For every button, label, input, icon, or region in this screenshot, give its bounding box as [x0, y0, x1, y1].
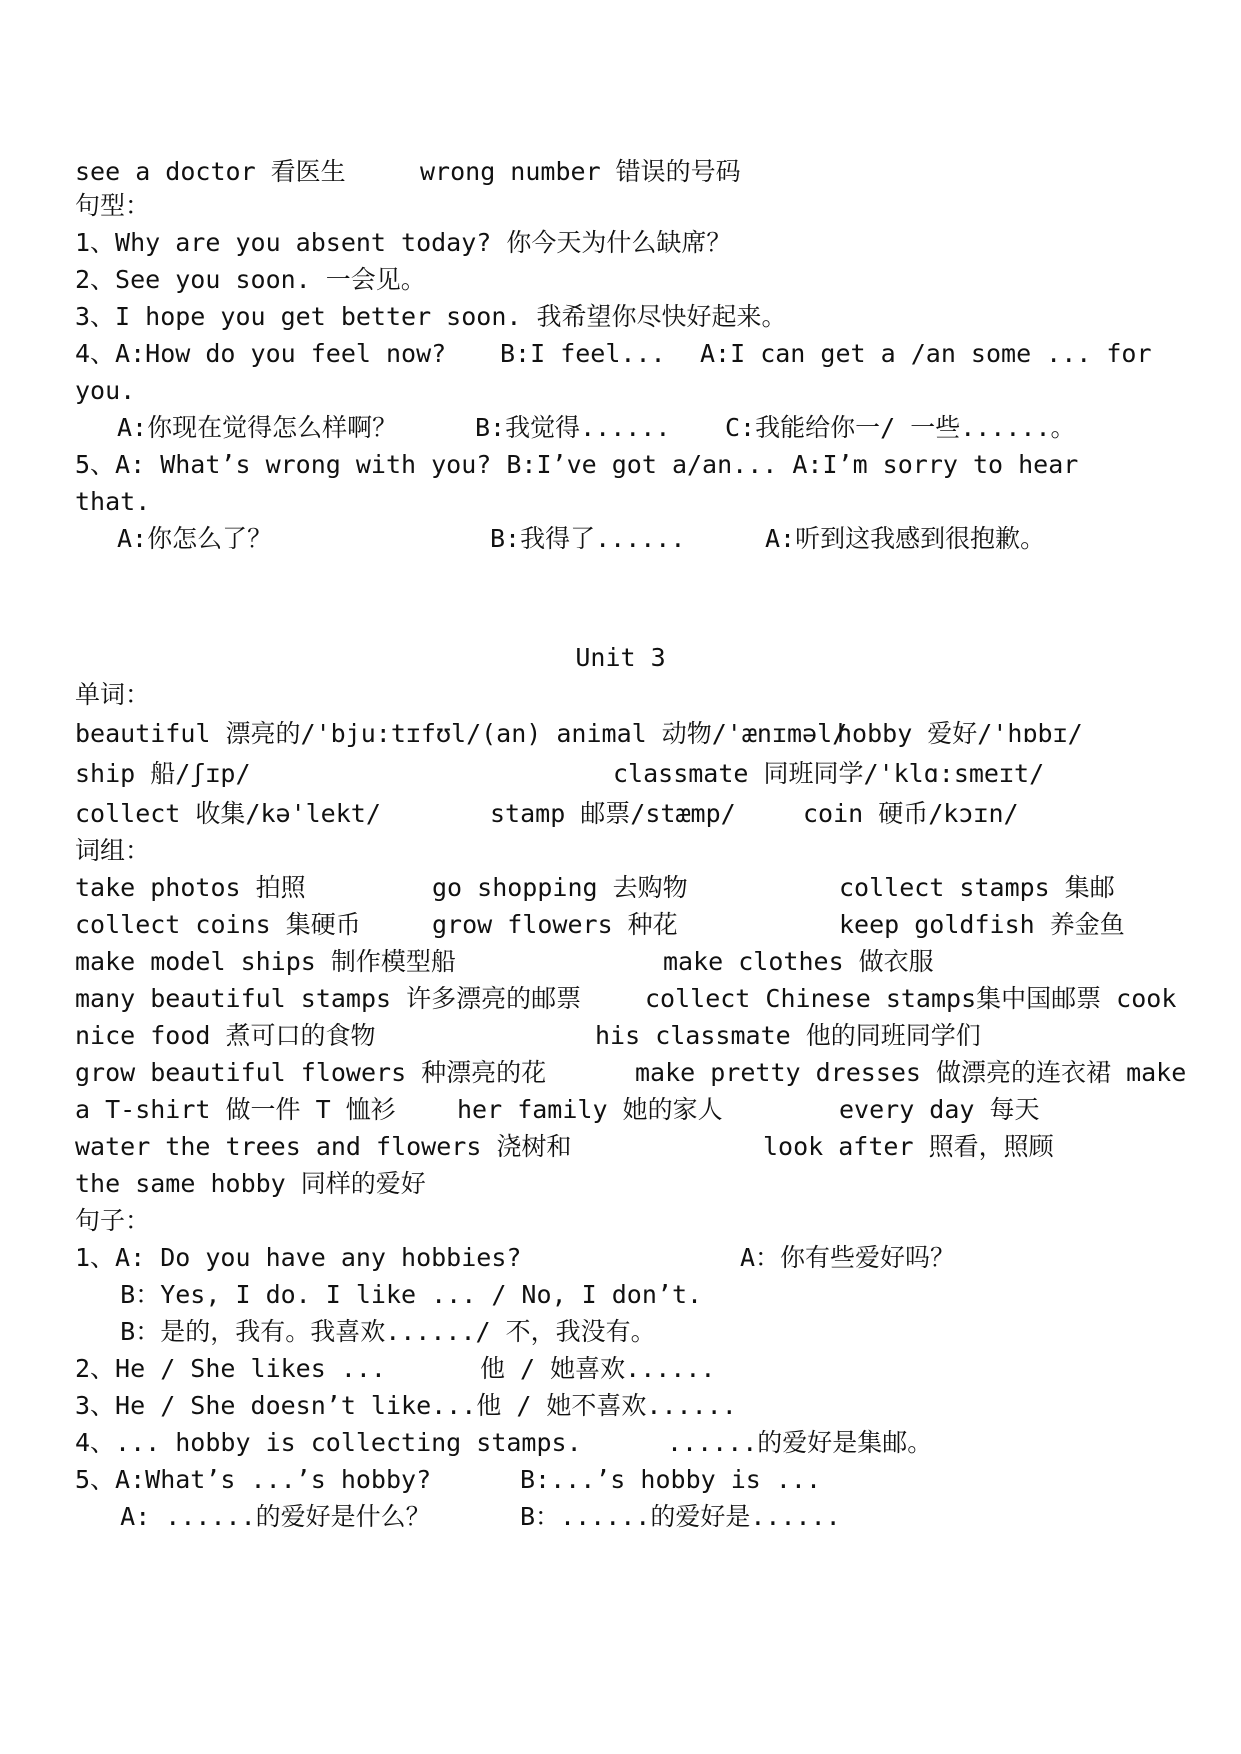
- sentence-5-translation: [75, 521, 1046, 557]
- u3-sentence-1-cn: A：你有些爱好吗？: [740, 1243, 956, 1272]
- words-heading: 单词：: [75, 680, 151, 709]
- sentence-5-cn-b: B:我得了......: [490, 524, 686, 553]
- u3-sentence-1: [75, 1240, 956, 1276]
- sentence-4-cn-b: B:我觉得......: [475, 413, 671, 442]
- phrase-look-after: look after 照看，照顾: [763, 1132, 1054, 1161]
- words-row-2: [75, 756, 1045, 792]
- phrase-see-a-doctor: see a doctor 看医生: [75, 157, 346, 186]
- phrase-many-beautiful-stamps: many beautiful stamps 许多漂亮的邮票: [75, 984, 582, 1013]
- phrase-wrong-number: wrong number 错误的号码: [420, 157, 741, 186]
- sentence-4-cn-c: C:我能给你一/ 一些......。: [725, 413, 1076, 442]
- unit-title: Unit 3: [575, 643, 666, 672]
- u3-sentence-4-cn: ......的爱好是集邮。: [667, 1428, 933, 1457]
- phrase-row-8: [75, 1129, 1054, 1165]
- phrase-take-photos: take photos 拍照: [75, 873, 306, 902]
- sentence-5-wrap: that.: [75, 487, 151, 516]
- phrase-grow-beautiful-flowers: grow beautiful flowers 种漂亮的花: [75, 1058, 547, 1087]
- word-coin: coin 硬币/kɔɪn/: [803, 799, 1019, 828]
- phrase-collect-coins: collect coins 集硬币: [75, 910, 361, 939]
- word-beautiful-animal: beautiful 漂亮的/'bju:tɪfʊl/(an) animal 动物/'ænɪməl/: [75, 719, 848, 748]
- sentence-patterns-heading: 句型：: [75, 191, 151, 220]
- sentence-2: 2、See you soon. 一会见。: [75, 265, 426, 294]
- word-collect: collect 收集/kə'lekt/: [75, 799, 381, 828]
- phrase-water-trees: water the trees and flowers 浇树和: [75, 1132, 572, 1161]
- phrase-row-4: [75, 981, 1177, 1017]
- sentence-4-b: B:I feel...: [500, 339, 666, 368]
- u3-sentence-2: [75, 1351, 716, 1387]
- word-ship: ship 船/ʃɪp/: [75, 759, 251, 788]
- u3-sentence-4-en: 4、... hobby is collecting stamps.: [75, 1428, 582, 1457]
- sentence-4: [75, 336, 1152, 372]
- phrase-collect-chinese-stamps: collect Chinese stamps集中国邮票 cook: [645, 984, 1177, 1013]
- word-stamp: stamp 邮票/stæmp/: [490, 799, 736, 828]
- phrase-row-2: [75, 907, 1125, 943]
- u3-sentence-5-cn-a: A: ......的爱好是什么？: [75, 1502, 431, 1531]
- phrase-a-tshirt: a T-shirt 做一件 T 恤衫: [75, 1095, 396, 1124]
- phrase-row-3: [75, 944, 934, 980]
- sentence-1: 1、Why are you absent today? 你今天为什么缺席？: [75, 228, 732, 257]
- u3-sentence-1-b-cn: B：是的，我有。我喜欢....../ 不，我没有。: [75, 1317, 656, 1346]
- sentence-4-translation: [75, 410, 1076, 446]
- sentences-heading: 句子：: [75, 1206, 151, 1235]
- phrase-row-6: [75, 1055, 1187, 1091]
- sentence-4-c: A:I can get a /an some ... for: [700, 339, 1152, 368]
- u3-sentence-5: [75, 1462, 822, 1498]
- u3-sentence-1-en: 1、A: Do you have any hobbies?: [75, 1243, 522, 1272]
- words-row-1: [75, 716, 1083, 752]
- word-hobby: hobby 爱好/'hɒbɪ/: [837, 719, 1083, 748]
- phrases-heading: 词组：: [75, 836, 151, 865]
- phrase-row-1: [75, 870, 1115, 906]
- phrase-same-hobby: the same hobby 同样的爱好: [75, 1169, 426, 1198]
- phrase-row-5: [75, 1018, 981, 1054]
- u3-sentence-3: 3、He / She doesn’t like...他 / 她不喜欢......: [75, 1391, 737, 1420]
- phrase-make-pretty-dresses: make pretty dresses 做漂亮的连衣裙 make: [635, 1058, 1187, 1087]
- phrase-his-classmate: his classmate 他的同班同学们: [595, 1021, 981, 1050]
- phrase-grow-flowers: grow flowers 种花: [432, 910, 678, 939]
- sentence-3: 3、I hope you get better soon. 我希望你尽快好起来。: [75, 302, 787, 331]
- words-row-3: [75, 796, 1019, 832]
- phrase-every-day: every day 每天: [839, 1095, 1040, 1124]
- phrase-make-clothes: make clothes 做衣服: [663, 947, 934, 976]
- phrase-keep-goldfish: keep goldfish 养金鱼: [839, 910, 1125, 939]
- phrase-row-7: [75, 1092, 1040, 1128]
- phrase-collect-stamps: collect stamps 集邮: [839, 873, 1115, 902]
- sentence-4-wrap: you.: [75, 376, 136, 405]
- phrase-go-shopping: go shopping 去购物: [432, 873, 688, 902]
- u3-sentence-2-cn: 他 / 她喜欢......: [480, 1354, 716, 1383]
- u3-sentence-4: [75, 1425, 933, 1461]
- phrase-make-model-ships: make model ships 制作模型船: [75, 947, 456, 976]
- phrases-row: [75, 154, 741, 190]
- u3-sentence-2-en: 2、He / She likes ...: [75, 1354, 386, 1383]
- u3-sentence-5-a: 5、A:What’s ...’s hobby?: [75, 1465, 432, 1494]
- sentence-4-a: 4、A:How do you feel now?: [75, 339, 447, 368]
- u3-sentence-5-b: B:...’s hobby is ...: [520, 1465, 822, 1494]
- u3-sentence-5-cn-b: B：......的爱好是......: [520, 1502, 841, 1531]
- phrase-nice-food: nice food 煮可口的食物: [75, 1021, 376, 1050]
- word-classmate: classmate 同班同学/'klɑ:smeɪt/: [613, 759, 1045, 788]
- sentence-5: 5、A: What’s wrong with you? B:I’ve got a/an... A:I’m sorry to hear: [75, 450, 1079, 479]
- sentence-5-cn-c: A:听到这我感到很抱歉。: [765, 524, 1046, 553]
- sentence-5-cn-a: A:你怎么了？: [117, 524, 273, 553]
- phrase-row-9: [75, 1166, 426, 1202]
- u3-sentence-1-b: B：Yes, I do. I like ... / No, I don’t.: [75, 1280, 703, 1309]
- u3-sentence-5-cn: [75, 1499, 841, 1535]
- sentence-4-cn-a: A:你现在觉得怎么样啊？: [117, 413, 398, 442]
- phrase-her-family: her family 她的家人: [457, 1095, 723, 1124]
